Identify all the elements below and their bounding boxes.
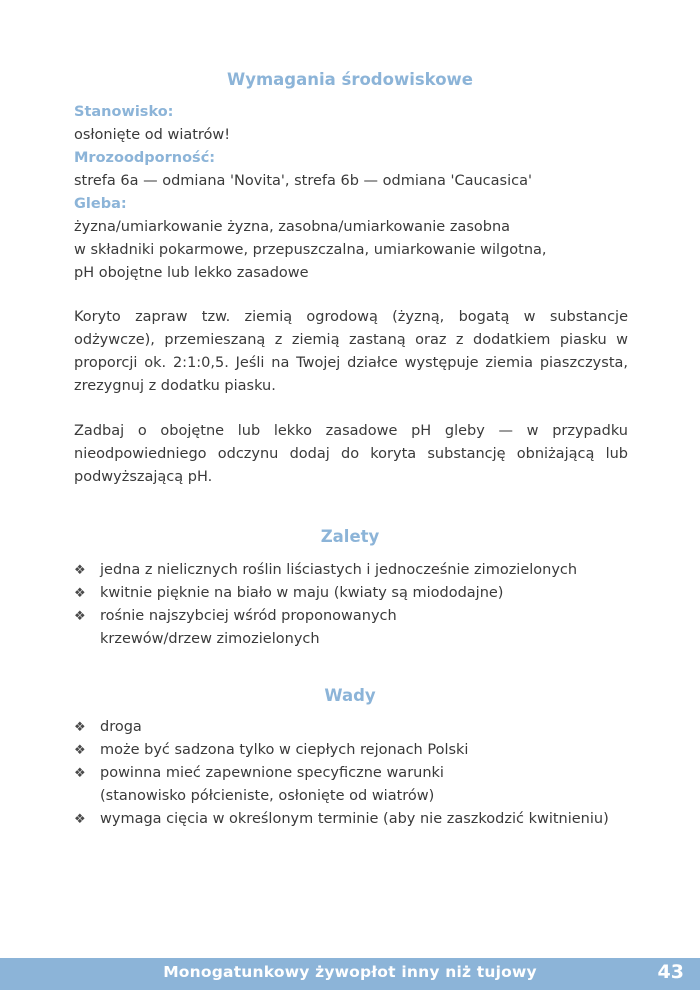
gleba-line: w składniki pokarmowe, przepuszczalna, umiarkowanie wilgotna, <box>74 242 547 258</box>
gleba-line: pH obojętne lub lekko zasadowe <box>74 265 309 281</box>
wady-title: Wady <box>324 686 376 705</box>
diamond-bullet-icon: ❖ <box>74 766 86 781</box>
list-item <box>74 716 634 739</box>
soil-preparation-paragraph: Koryto zapraw tzw. ziemią ogrodową (żyzną, bogatą w substancje odżywcze), przemieszaną z ziemią zastaną oraz z dodatkiem piasku w proporcji ok. 2:1:0,5. Jeśli na Twojej działce występuje ziemia piaszczysta, zrezygnuj z dodatku piasku. <box>74 309 628 394</box>
diamond-bullet-icon: ❖ <box>74 812 86 827</box>
list-item <box>74 762 634 808</box>
diamond-bullet-icon: ❖ <box>74 586 86 601</box>
list-item <box>74 808 634 831</box>
footer-bar <box>0 958 700 990</box>
stanowisko-label: Stanowisko: <box>74 104 174 120</box>
diamond-bullet-icon: ❖ <box>74 743 86 758</box>
mrozoodpornosc-label: Mrozoodporność: <box>74 150 216 166</box>
list-item-text: powinna mieć zapewnione specyficzne warunki (stanowisko półcieniste, osłonięte od wiatrów) <box>100 765 444 804</box>
diamond-bullet-icon: ❖ <box>74 563 86 578</box>
list-item-text: wymaga cięcia w określonym terminie (aby nie zaszkodzić kwitnieniu) <box>100 811 609 827</box>
ph-paragraph: Zadbaj o obojętne lub lekko zasadowe pH gleby — w przypadku nieodpowiedniego odczynu dodaj do koryta substancję obniżającą lub podwyższającą pH. <box>74 423 628 485</box>
list-item-text: rośnie najszybciej wśród proponowanych krzewów/drzew zimozielonych <box>100 608 397 647</box>
gleba-line: żyzna/umiarkowanie żyzna, zasobna/umiarkowanie zasobna <box>74 219 511 235</box>
diamond-bullet-icon: ❖ <box>74 720 86 735</box>
list-item-text: droga <box>100 719 142 735</box>
zalety-list <box>74 559 634 651</box>
list-item <box>74 582 634 605</box>
list-item <box>74 559 634 582</box>
list-item <box>74 605 634 651</box>
list-item <box>74 739 634 762</box>
list-item-text: jedna z nielicznych roślin liściastych i jednocześnie zimozielonych <box>100 562 578 578</box>
mrozoodpornosc-value: strefa 6a — odmiana 'Novita', strefa 6b — odmiana 'Caucasica' <box>74 173 532 189</box>
gleba-label: Gleba: <box>74 196 127 212</box>
wady-list <box>74 716 634 831</box>
list-item-text: kwitnie pięknie na biało w maju (kwiaty są miododajne) <box>100 585 504 601</box>
page-number: 43 <box>657 961 684 983</box>
requirements-block <box>74 101 628 285</box>
diamond-bullet-icon: ❖ <box>74 609 86 624</box>
list-item-text: może być sadzona tylko w ciepłych rejonach Polski <box>100 742 469 758</box>
stanowisko-value: osłonięte od wiatrów! <box>74 127 231 143</box>
footer-title: Monogatunkowy żywopłot inny niż tujowy <box>163 963 537 981</box>
zalety-title: Zalety <box>320 527 380 546</box>
section-title: Wymagania środowiskowe <box>227 70 473 89</box>
